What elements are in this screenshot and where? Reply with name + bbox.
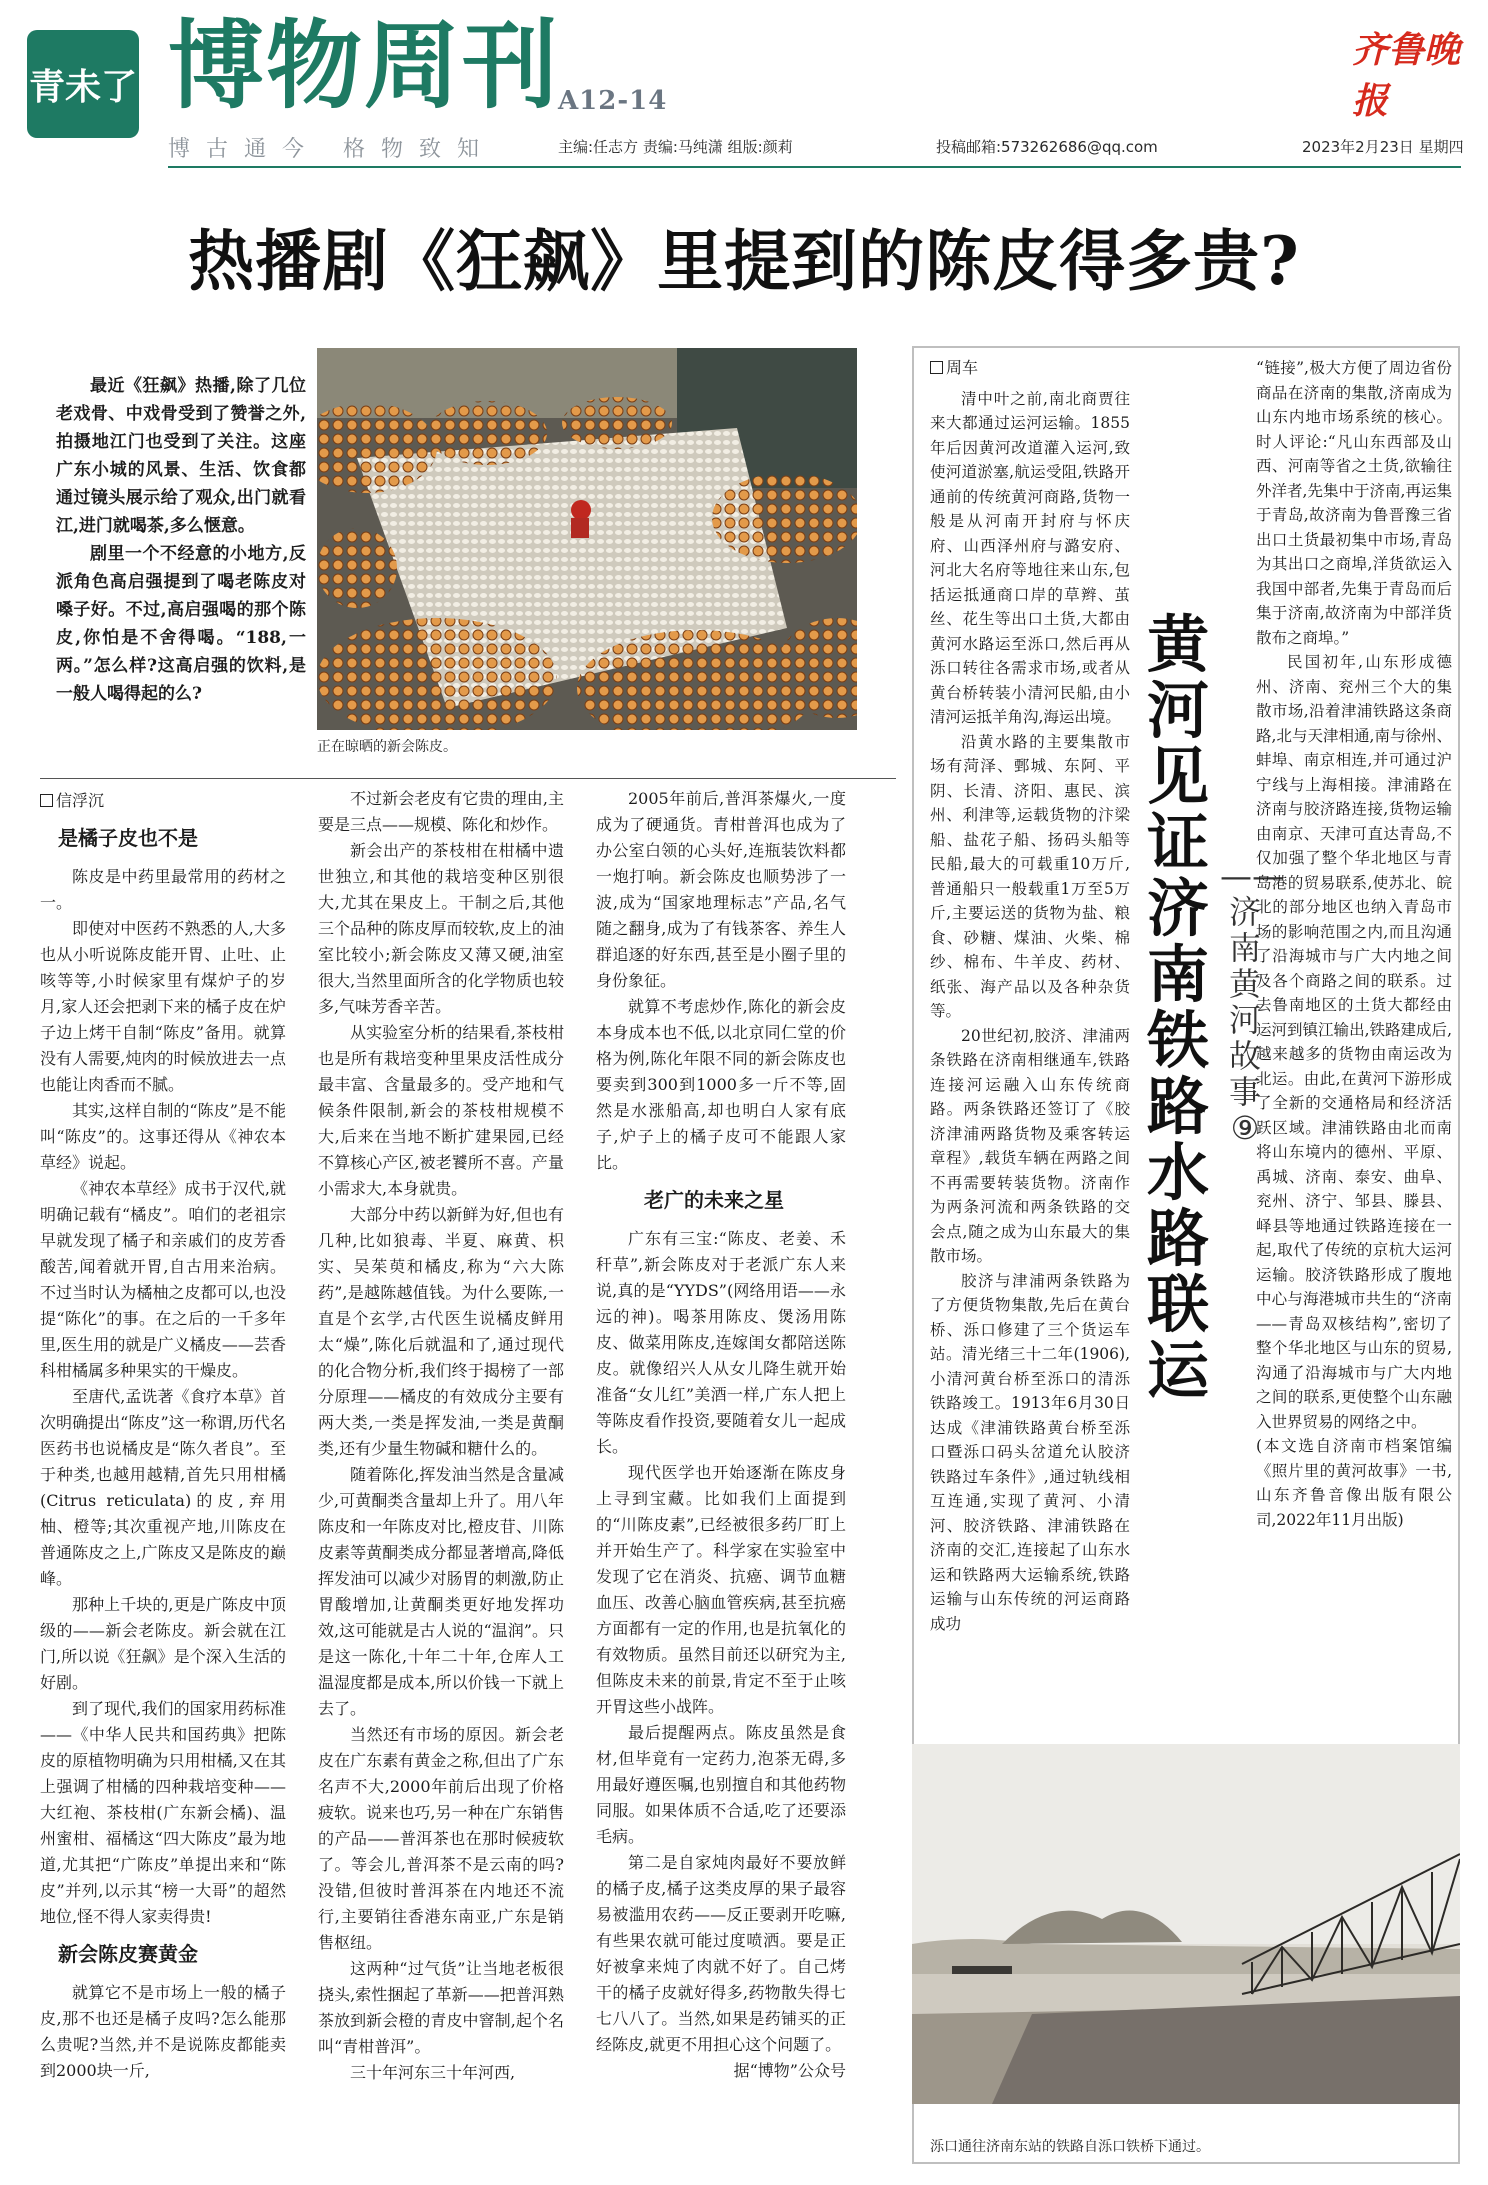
body-paragraph: 即使对中医药不熟悉的人,大多也从小听说陈皮能开胃、止吐、止咳等等,小时候家里有煤炉子的岁月,家人还会把剥下来的橘子皮在炉子边上烤干自制“陈皮”备用。就算没有人需要,炖肉的时候放进去一点也能让肉香而不腻。 [40,919,286,1094]
body-paragraph: 其实,这样自制的“陈皮”是不能叫“陈皮”的。这事还得从《神农本草经》说起。 [40,1101,286,1172]
page-number: A12-14 [558,86,668,116]
intro-paragraph: 剧里一个不经意的小地方,反派角色高启强提到了喝老陈皮对嗓子好。不过,高启强喝的那个陈皮,你怕是不舍得喝。“188,一两。”怎么样?这高启强的饮料,是一般人喝得起的么? [56,544,306,704]
body-paragraph: 2005年前后,普洱茶爆火,一度成为了硬通货。青柑普洱也成为了办公室白领的心头好,连瓶装饮料都一炮打响。新会陈皮也顺势涉了一波,成为“国家地理标志”产品,名气随之翻身,成为了有钱茶客、养生人群追逐的好东西,甚至是小圈子里的身份象征。 [596,789,846,990]
feature-title: 黄河见证济南铁路水路联运 [1146,608,1209,1407]
body-paragraph: 随着陈化,挥发油当然是含量减少,可黄酮类含量却上升了。用八年陈皮和一年陈皮对比,橙皮苷、川陈皮素等黄酮类成分都显著增高,降低挥发油可以减少对肠胃的刺激,防止胃酸增加,让黄酮类更好地发挥功效,这可能就是古人说的“温润”。只是这一陈化,十年二十年,仓库人工温湿度都是成本,所以价钱一下就上去了。 [318,1465,564,1718]
body-paragraph: 到了现代,我们的国家用药标准——《中华人民共和国药典》把陈皮的原植物明确为只用柑橘,又在其上强调了柑橘的四种栽培变种——大红袍、茶枝柑(广东新会橘)、温州蜜柑、福橘这“四大陈皮”最为地道,尤其把“广陈皮”单提出来和“陈皮”并列,以示其“榜一大哥”的超然地位,怪不得人家卖得贵! [40,1699,286,1926]
body-paragraph: 第二是自家炖肉最好不要放鲜的橘子皮,橘子这类皮厚的果子最容易被滥用农药——反正要剥开吃嘛,有些果农就可能过度喷洒。要是正好被拿来炖了肉就不好了。自己烤干的橘子皮就好得多,药物散失得七七八八了。当然,如果是药铺买的正经陈皮,就更不用担心这个问题了。 [596,1853,846,2054]
main-headline: 热播剧《狂飙》里提到的陈皮得多贵? [188,222,1300,300]
submission-email: 投稿邮箱:573262686@qq.com [936,138,1158,156]
body-paragraph: 沿黄水路的主要集散市场有菏泽、鄄城、东阿、平阴、长清、济阳、惠民、滨州、利津等,运载货物的汴梁船、盐花子船、扬码头船等民船,最大的可载重10万斤,普通船只一般载重1万至5万斤,主要运送的货物为盐、粮食、砂糖、煤油、火柴、棉纱、棉布、牛羊皮、药材、纸张、海产品以及各种杂货等。 [930,732,1130,1020]
body-paragraph: 那种上千块的,更是广陈皮中顶级的——新会老陈皮。新会就在江门,所以说《狂飙》是个深入生活的好剧。 [40,1595,286,1692]
body-paragraph: 清中叶之前,南北商贾往来大都通过运河运输。1855年后因黄河改道灌入运河,致使河道淤塞,航运受阻,铁路开通前的传统黄河商路,货物一般是从河南开封府与怀庆府、山西泽州府与潞安府、河北大名府等地往来山东,包括运抵通商口岸的草辫、茧丝、花生等出口土货,大都由黄河水路运至泺口,然后再从泺口转往各需求市场,或者从黄台桥转装小清河民船,由小清河运抵羊角沟,海运出境。 [930,389,1130,726]
drying-peel-illustration [317,348,857,730]
feature-byline [930,356,1130,381]
byline-box-icon [40,794,53,807]
issue-date: 2023年2月23日 星期四 [1302,138,1464,156]
intro-paragraph: 最近《狂飙》热播,除了几位老戏骨、中戏骨受到了赞誉之外,拍摄地江门也受到了关注。这座广东小城的风景、生活、饮食都通过镜头展示给了观众,出门就看江,进门就喝茶,多么惬意。 [56,376,306,536]
body-paragraph: 新会出产的茶枝柑在柑橘中遗世独立,和其他的栽培变种区别很大,尤其在果皮上。干制之后,其他三个品种的陈皮厚而较软,皮上的油室比较小;新会陈皮又薄又硬,油室很大,当然里面所含的化学物质也较多,气味芳香辛苦。 [318,841,564,1016]
body-paragraph: 陈皮是中药里最常用的药材之一。 [40,867,286,912]
body-paragraph: 这两种“过气货”让当地老板很挠头,索性捆起了革新——把普洱熟茶放到新会橙的青皮中窨制,起个名叫“青柑普洱”。 [318,1959,564,2056]
body-paragraph: 三十年河东三十年河西, [350,2063,516,2082]
section-slogan: 博古通今 格物致知 [168,137,495,162]
railway-bridge-illustration [912,1744,1460,2104]
feature-subtitle: ——济南黄河故事⑨ [1220,857,1284,1147]
body-paragraph: 胶济与津浦两条铁路为了方便货物集散,先后在黄台桥、泺口修建了三个货运车站。清光绪三十二年(1906),小清河黄台桥至泺口的清泺铁路竣工。1913年6月30日达成《津浦铁路黄台桥至泺口暨泺口码头岔道允认胶济铁路过车条件》,通过轨线相互连通,实现了黄河、小清河、胶济铁路、津浦铁路在济南的交汇,连接起了山东水运和铁路两大运输系统,铁路运输与山东传统的河运商路成功 [930,1271,1130,1633]
subheading: 新会陈皮赛黄金 [58,1942,198,1966]
body-paragraph: 至唐代,孟诜著《食疗本草》首次明确提出“陈皮”这一称谓,历代名医药书也说橘皮是“陈久者良”。至于种类,也越用越精,首先只用柑橘(Citrus reticulata)的皮,弃用柚、橙等;其次重视产地,川陈皮在普通陈皮之上,广陈皮又是陈皮的巅峰。 [40,1387,286,1588]
body-paragraph: 现代医学也开始逐渐在陈皮身上寻到宝藏。比如我们上面提到的“川陈皮素”,已经被很多药厂盯上并开始生产了。科学家在实验室中发现了它在消炎、抗癌、调节血糖血压、改善心脑血管疾病,甚至抗癌方面都有一定的作用,也是抗氧化的有效物质。虽然目前还以研究为主,但陈皮未来的前景,肯定不至于止咳开胃这些小战阵。 [596,1463,846,1716]
body-paragraph: 不过新会老皮有它贵的理由,主要是三点——规模、陈化和炒作。 [318,789,564,834]
source-note: (本文选自济南市档案馆编《照片里的黄河故事》一书,山东齐鲁音像出版有限公司,2022年11月出版) [1256,1437,1452,1529]
article-intro [56,372,306,708]
body-paragraph: 最后提醒两点。陈皮虽然是食材,但毕竟有一定药力,泡茶无碍,多用最好遵医嘱,也别擅自和其他药物同服。如果体质不合适,吃了还要添毛病。 [596,1723,846,1846]
section-title: 博物周刊 [168,10,560,122]
subheading: 老广的未来之星 [644,1188,784,1212]
body-paragraph: 民国初年,山东形成德州、济南、兖州三个大的集散市场,沿着津浦铁路这条商路,北与天津相通,南与徐州、蚌埠、南京相连,并可通过沪宁线与上海相接。津浦路在济南与胶济路连接,货物运输由南京、天津可直达青岛,不仅加强了整个华北地区与青岛港的贸易联系,使苏北、皖北的部分地区也纳入青岛市场的影响范围之内,而且沟通了沿海城市与广大内地之间及各个商路之间的联系。过去鲁南地区的土货大都经由运河到镇江输出,铁路建成后,越来越多的货物由南运改为北运。由此,在黄河下游形成了全新的交通格局和经济活跃区域。津浦铁路由北而南将山东境内的德州、平原、禹城、济南、泰安、曲阜、兖州、济宁、邹县、滕县、峄县等地通过铁路连接在一起,取代了传统的京杭大运河运输。胶济铁路形成了腹地中心与海港城市共生的“济南——青岛双核结构”,密切了整个华北地区与山东的贸易,沟通了沿海城市与广大内地之间的联系,更使整个山东融入世界贸易的网络之中。 [1256,653,1452,1431]
body-paragraph: 就算它不是市场上一般的橘子皮,那不也还是橘子皮吗?怎么能那么贵呢?当然,并不是说陈皮都能卖到2000块一斤, [40,1983,286,2080]
byline-name: 信浮沉 [56,791,105,810]
body-paragraph: “链接”,极大方便了周边省份商品在济南的集散,济南成为山东内地市场系统的核心。时人评论:“凡山东西部及山西、河南等省之土货,欲输往外洋者,先集中于济南,再运集于青岛,故济南为鲁晋豫三省出口土货最初集中市场,青岛为其出口之商埠,洋货欲运入我国中部者,先集于青岛而后集于济南,故济南为中部洋货散布之商埠。” [1256,359,1452,647]
newspaper-brand: 齐鲁晚报 [1352,29,1461,122]
body-paragraph: 《神农本草经》成书于汉代,就明确记载有“橘皮”。咱们的老祖宗早就发现了橘子和亲戚们的皮芳香酸苦,闻着就开胃,自古用来治病。不过当时认为橘柚之皮都可以,也没提“陈化”的事。在之后的一千多年里,医生用的就是广义橘皮——芸香科柑橘属多种果实的干燥皮。 [40,1179,286,1380]
photo-caption: 正在晾晒的新会陈皮。 [317,739,457,755]
feature-column-2 [1256,356,1452,1736]
article-column-2 [318,786,564,2168]
article-column-3 [596,786,846,2168]
drying-peel-photo [317,348,857,730]
section-logo: 青未了 [27,30,139,138]
article-byline [40,788,286,814]
body-paragraph: 广东有三宝:“陈皮、老姜、禾秆草”,新会陈皮对于老派广东人来说,真的是“YYDS”(网络用语——永远的神)。喝茶用陈皮、煲汤用陈皮、做菜用陈皮,连嫁闺女都陪送陈皮。就像绍兴人从女儿降生就开始准备“女儿红”美酒一样,广东人把上等陈皮看作投资,要随着女儿一起成长。 [596,1229,846,1456]
byline-box-icon [930,361,943,374]
masthead-rule [168,166,1461,168]
editor-credits: 主编:任志方 责编:马纯潇 组版:颜莉 [558,138,793,156]
article-source: 据“博物”公众号 [733,2061,846,2080]
body-paragraph: 20世纪初,胶济、津浦两条铁路在济南相继通车,铁路连接河运融入山东传统商路。两条铁路还签订了《胶济津浦两路货物及乘客转运章程》,载货车辆在两路之间不再需要转装货物。济南作为两条河流和两条铁路的交会点,随之成为山东最大的集散市场。 [930,1026,1130,1265]
body-paragraph: 当然还有市场的原因。新会老皮在广东素有黄金之称,但出了广东名声不大,2000年前后出现了价格疲软。说来也巧,另一种在广东销售的产品——普洱茶也在那时候疲软了。等会儿,普洱茶不是云南的吗?没错,但彼时普洱茶在内地还不流行,主要销往香港东南亚,广东是销售枢纽。 [318,1725,564,1952]
photo-caption: 泺口通往济南东站的铁路自泺口铁桥下通过。 [930,2139,1210,2155]
article-column-1 [40,788,286,2168]
body-paragraph: 从实验室分析的结果看,茶枝柑也是所有栽培变种里果皮活性成分最丰富、含量最多的。受产地和气候条件限制,新会的茶枝柑规模不大,后来在当地不断扩建果园,已经不算核心产区,被老饕所不喜。产量小需求大,本身就贵。 [318,1023,564,1198]
feature-column-1 [930,356,1130,1736]
railway-bridge-photo [912,1744,1460,2104]
body-paragraph: 大部分中药以新鲜为好,但也有几种,比如狼毒、半夏、麻黄、枳实、吴茱萸和橘皮,称为“六大陈药”,是越陈越值钱。为什么要陈,一直是个玄学,古代医生说橘皮鲜用太“燥”,陈化后就温和了,通过现代的化合物分析,我们终于揭榜了一部分原理——橘皮的有效成分主要有两大类,一类是挥发油,一类是黄酮类,还有少量生物碱和糖什么的。 [318,1205,564,1458]
subheading: 是橘子皮也不是 [58,826,198,850]
byline-name: 周车 [946,358,979,377]
body-paragraph: 就算不考虑炒作,陈化的新会皮本身成本也不低,以北京同仁堂的价格为例,陈化年限不同的新会陈皮也要卖到300到1000多一斤不等,固然是水涨船高,却也明白人家有底子,炉子上的橘子皮可不能跟人家比。 [596,997,846,1172]
section-divider [40,778,896,779]
